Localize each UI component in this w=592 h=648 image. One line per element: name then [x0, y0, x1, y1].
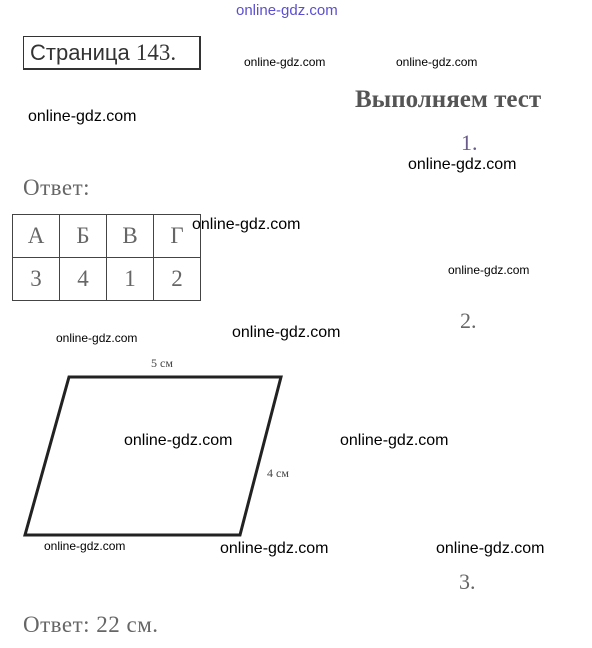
- section-heading: Выполняем тест: [355, 86, 542, 113]
- watermark: online-gdz.com: [340, 432, 449, 449]
- task-number-2: 2.: [460, 308, 477, 333]
- table-row: [13, 258, 201, 301]
- task-number-1: 1.: [461, 130, 478, 155]
- answer-table: [12, 214, 201, 301]
- page-number: 143.: [135, 40, 177, 65]
- parallelogram-figure: [0, 340, 320, 550]
- watermark: online-gdz.com: [408, 156, 517, 173]
- right-side-label: 4 см: [267, 466, 289, 480]
- table-header-cell: Б: [60, 215, 107, 258]
- page-label: Страница: [30, 40, 130, 65]
- watermark: online-gdz.com: [28, 108, 137, 125]
- table-cell: 3: [13, 258, 60, 301]
- watermark: online-gdz.com: [56, 331, 138, 345]
- top-side-label: 5 см: [151, 356, 173, 370]
- table-header-cell: В: [107, 215, 154, 258]
- table-header-row: [13, 215, 201, 258]
- table-header-cell: Г: [154, 215, 201, 258]
- table-cell: 1: [107, 258, 154, 301]
- parallelogram-shape: [25, 377, 281, 535]
- watermark-top: online-gdz.com: [236, 2, 338, 19]
- watermark: online-gdz.com: [436, 540, 545, 557]
- watermark: online-gdz.com: [124, 432, 233, 449]
- answer-3: Ответ: 22 см.: [23, 612, 159, 637]
- table-cell: 2: [154, 258, 201, 301]
- answer-label: Ответ:: [23, 175, 91, 200]
- watermark: online-gdz.com: [244, 55, 326, 69]
- page-title: [23, 36, 201, 70]
- watermark: online-gdz.com: [232, 324, 341, 341]
- watermark: online-gdz.com: [44, 539, 126, 553]
- task-number-3: 3.: [459, 569, 476, 594]
- table-cell: 4: [60, 258, 107, 301]
- table-header-cell: А: [13, 215, 60, 258]
- watermark: online-gdz.com: [448, 263, 530, 277]
- watermark: online-gdz.com: [192, 216, 301, 233]
- watermark: online-gdz.com: [396, 55, 478, 69]
- watermark: online-gdz.com: [220, 540, 329, 557]
